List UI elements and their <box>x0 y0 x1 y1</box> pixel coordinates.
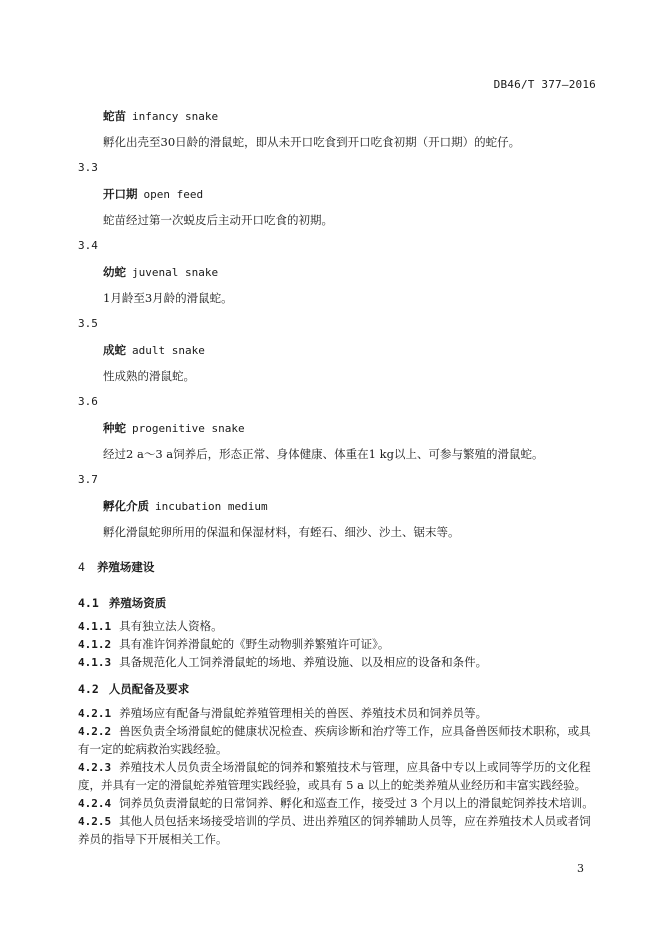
term-entry <box>103 498 268 514</box>
clause-number: 4.2.5 <box>78 815 112 828</box>
term-entry <box>103 108 218 124</box>
term-entry <box>103 420 245 436</box>
section-heading <box>78 559 154 575</box>
term-en: infancy snake <box>132 110 219 123</box>
term-cn: 蛇苗 <box>103 109 126 123</box>
term-cn: 开口期 <box>103 187 138 201</box>
clause-number: 4.2.4 <box>78 797 112 810</box>
term-en: adult snake <box>132 344 205 357</box>
clause-item <box>78 723 591 739</box>
clause-number: 4.2.1 <box>78 707 112 720</box>
page-number: 3 <box>577 862 584 875</box>
term-cn: 成蛇 <box>103 343 126 357</box>
term-en: open feed <box>143 188 204 201</box>
standard-code: DB46/T 377—2016 <box>493 78 596 91</box>
clause-continuation: 度，并具有一定的滑鼠蛇养殖管理实践经验，或具有 5 a 以上的蛇类养殖从业经历和丰富实践经验。 <box>78 778 587 792</box>
subsection-heading <box>78 595 166 611</box>
term-entry <box>103 342 205 358</box>
term-definition: 蛇苗经过第一次蜕皮后主动开口吃食的初期。 <box>103 213 333 227</box>
clause-number: 3.5 <box>78 317 98 330</box>
term-en: juvenal snake <box>132 266 219 279</box>
clause-text: 饲养员负责滑鼠蛇的日常饲养、孵化和巡查工作，接受过 3 个月以上的滑鼠蛇饲养技术培训。 <box>119 796 594 810</box>
clause-text: 养殖技术人员负责全场滑鼠蛇的饲养和繁殖技术与管理，应具备中专以上或同等学历的文化程 <box>119 760 591 774</box>
clause-text: 其他人员包括来场接受培训的学员、进出养殖区的饲养辅助人员等，应在养殖技术人员或者饲 <box>119 814 591 828</box>
clause-text: 具备规范化人工饲养滑鼠蛇的场地、养殖设施、以及相应的设备和条件。 <box>119 655 488 669</box>
term-entry <box>103 264 218 280</box>
subsection-heading <box>78 681 189 697</box>
clause-number: 4.1.1 <box>78 620 112 633</box>
clause-text: 养殖场应有配备与滑鼠蛇养殖管理相关的兽医、养殖技术员和饲养员等。 <box>119 706 488 720</box>
clause-continuation: 有一定的蛇病救治实践经验。 <box>78 742 228 756</box>
clause-number: 4.1.2 <box>78 638 112 651</box>
clause-number: 3.3 <box>78 161 98 174</box>
clause-text: 兽医负责全场滑鼠蛇的健康状况检查、疾病诊断和治疗等工作，应具备兽医师技术职称，或具 <box>119 724 591 738</box>
term-cn: 种蛇 <box>103 421 126 435</box>
clause-text: 具有准许饲养滑鼠蛇的《野生动物驯养繁殖许可证》。 <box>119 637 390 651</box>
clause-item <box>78 759 591 775</box>
clause-item <box>78 654 487 670</box>
clause-number: 4.1.3 <box>78 656 112 669</box>
subsection-title: 人员配备及要求 <box>108 682 190 696</box>
clause-item <box>78 795 594 811</box>
term-definition: 孵化出壳至30日龄的滑鼠蛇，即从未开口吃食到开口吃食初期（开口期）的蛇仔。 <box>103 135 521 149</box>
term-cn: 孵化介质 <box>103 499 149 513</box>
subsection-title: 养殖场资质 <box>108 596 167 610</box>
term-en: incubation medium <box>155 500 268 513</box>
clause-number: 4.2.2 <box>78 725 112 738</box>
term-entry <box>103 186 203 202</box>
clause-number: 3.7 <box>78 473 98 486</box>
subsection-number: 4.2 <box>78 682 99 696</box>
subsection-number: 4.1 <box>78 596 99 610</box>
term-definition: 性成熟的滑鼠蛇。 <box>103 369 195 383</box>
clause-item <box>78 813 591 829</box>
term-definition: 孵化滑鼠蛇卵所用的保温和保湿材料，有蛭石、细沙、沙土、锯末等。 <box>103 525 460 539</box>
clause-item <box>78 618 223 634</box>
term-en: progenitive snake <box>132 422 245 435</box>
clause-number: 4.2.3 <box>78 761 112 774</box>
term-cn: 幼蛇 <box>103 265 126 279</box>
clause-number: 3.6 <box>78 395 98 408</box>
clause-item <box>78 636 389 652</box>
clause-number: 3.4 <box>78 239 98 252</box>
clause-text: 具有独立法人资格。 <box>119 619 223 633</box>
section-number: 4 <box>78 560 85 574</box>
clause-continuation: 养员的指导下开展相关工作。 <box>78 832 228 846</box>
clause-item <box>78 705 487 721</box>
term-definition: 经过2 a～3 a饲养后，形态正常、身体健康、体重在1 kg以上、可参与繁殖的滑鼠蛇。 <box>103 447 544 461</box>
section-title: 养殖场建设 <box>96 560 155 574</box>
term-definition: 1月龄至3月龄的滑鼠蛇。 <box>103 291 233 305</box>
